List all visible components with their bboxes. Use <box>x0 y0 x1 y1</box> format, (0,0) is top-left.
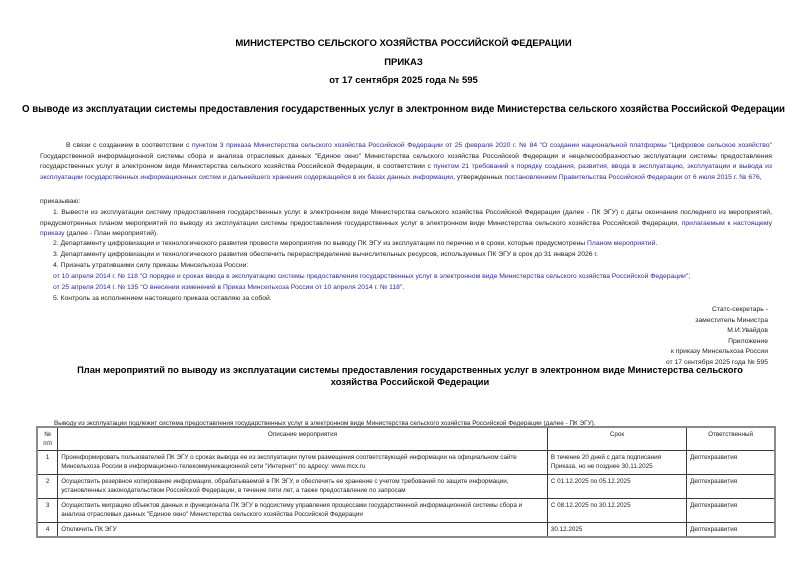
doc-type-heading: ПРИКАЗ <box>384 57 423 68</box>
item-1 <box>40 208 772 240</box>
table-row <box>37 451 775 475</box>
cell-term: С 08.12.2025 по 30.12.2025 <box>547 499 686 523</box>
plan-intro: Выводу из эксплуатации подлежит система предоставления государственных услуг в электронном виде Министерства сельского хозяйства Российской Федерации (далее - ПК ЭГУ). <box>54 420 596 427</box>
cell-responsible: Дептехразвития <box>687 475 775 499</box>
cell-number: 4 <box>37 523 58 538</box>
appendix-date: от 17 сентября 2025 года № 595 <box>665 358 768 366</box>
item-4-link-1-tail: ; <box>688 273 691 280</box>
signer-name: М.И.Увайдов <box>727 327 768 335</box>
item-1-text: 1. Вывести из эксплуатации систему предоставления государственных услуг в электронном виде Министерства сельского хозяйства Российской Федерации (далее - ПК ЭГУ) с даты окончания последнего из мероприятий, предусмотренных планом мероприятий по выводу из эксплуатации системы предоставления государственных услуг в электронном виде Министерства сельского хозяйства Российской Федерации, <box>40 209 772 227</box>
cell-responsible: Дептехразвития <box>687 499 775 523</box>
cell-responsible: Дептехразвития <box>687 451 775 475</box>
table-row <box>37 523 775 538</box>
doc-title: О выводе из эксплуатации системы предоставления государственных услуг в электронном виде Министерства сельского хозяйства Российской Федерации <box>21 104 786 115</box>
cell-term: В течение 20 дней с дата подписания Приказа, но не позднее 30.11.2025 <box>547 451 686 475</box>
item-4-link-2-line <box>53 284 404 291</box>
ministry-heading: МИНИСТЕРСТВО СЕЛЬСКОГО ХОЗЯЙСТВА РОССИЙСКОЙ ФЕДЕРАЦИИ <box>235 38 572 49</box>
cell-number: 3 <box>37 499 58 523</box>
col-header-number: № п/п <box>37 427 58 451</box>
col-header-responsible: Ответственный <box>687 427 775 451</box>
appendix-to: к приказу Минсельхоза России <box>670 348 768 356</box>
signer-position-2: заместитель Министра <box>695 316 768 324</box>
item-4-link-2-tail: . <box>402 284 405 291</box>
link-requirements-p21[interactable]: пунктом 21 требований к порядку создания, развития, ввода в эксплуатацию, эксплуатации и вывода из эксплуатации государственных информационных систем и дальнейшего хранения содержащейся в их базах данных информации <box>40 163 772 182</box>
link-order-135[interactable]: от 25 апреля 2014 г. № 135 "О внесении изменений в Приказ Минсельхоза России от 10 апреля 2014 г. № 118" <box>53 284 403 291</box>
plan-table <box>36 426 776 538</box>
order-word: приказываю: <box>40 198 81 205</box>
item-4-link-1-line <box>53 273 690 280</box>
item-3: 3. Департаменту цифровизации и технологического развития обеспечить перераспределение вычислительных ресурсов, используемых ПК ЭГУ в срок до 31 января 2026 г. <box>53 251 598 258</box>
item-4: 4. Признать утратившими силу приказы Минсельхоза России: <box>53 262 249 269</box>
table-row <box>37 475 775 499</box>
cell-responsible: Дептехразвития <box>687 523 775 538</box>
cell-description: Отключить ПК ЭГУ <box>58 523 548 538</box>
item-2 <box>53 240 657 247</box>
cell-description: Осуществить миграцию объектов данных и функционала ПК ЭГУ в подсистему управления процессами государственной информационной системы сбора и анализа отраслевых данных "Единое окно" Министерства сельского хозяйства Российской Федерации <box>58 499 548 523</box>
preamble-text-3: , утвержденных <box>453 174 505 182</box>
preamble-text-4: , <box>759 174 762 182</box>
cell-term: 30.12.2025 <box>547 523 686 538</box>
table-row <box>37 499 775 523</box>
cell-number: 2 <box>37 475 58 499</box>
item-2-text: 2. Департаменту цифровизации и технологического развития провести мероприятия по выводу ПК ЭГУ из эксплуатации по перечню и в сроки, которые предусмотрены <box>53 240 588 247</box>
signer-position-1: Статс-секретарь - <box>711 306 768 313</box>
cell-description: Проинформировать пользователей ПК ЭГУ о сроках вывода ее из эксплуатации путем размещения соответствующей информации на официальном сайте Минсельхоза России в информационно-телекоммуникационной сети "Интернет" по адресу: www.mcx.ru <box>58 451 548 475</box>
col-header-description: Описание мероприятия <box>58 427 548 451</box>
link-order-118[interactable]: от 10 апреля 2014 г. № 118 "О порядке и сроках ввода в эксплуатацию системы предоставления государственных услуг в электронном виде Министерства сельского хозяйства Российской Федерации" <box>53 273 689 280</box>
preamble-paragraph <box>40 141 772 184</box>
item-5: 5. Контроль за исполнением настоящего приказа оставляю за собой. <box>53 295 272 302</box>
appendix-label: Приложение <box>728 337 768 345</box>
table-header-row <box>37 427 775 451</box>
signature-block <box>568 305 768 369</box>
preamble-text-2: Государственной информационной системы сбора и анализа отраслевых данных "Единое окно" Министерства сельского хозяйства Российской Федерации и нецелесообразностью эксплуатации системы предоставления государственных услуг в электронном виде Министерства сельского хозяйства Российской Федерации, в соответствии с <box>40 152 772 171</box>
cell-term: С 01.12.2025 по 05.12.2025 <box>547 475 686 499</box>
item-2-tail: . <box>655 240 658 247</box>
cell-number: 1 <box>37 451 58 475</box>
link-plan[interactable]: Планом мероприятий <box>587 240 656 247</box>
preamble-text-1: В связи с созданием в соответствии с <box>66 142 192 149</box>
doc-date: от 17 сентября 2025 года № 595 <box>329 75 478 86</box>
link-appendix[interactable]: прилагаемым к настоящему приказу <box>40 219 772 238</box>
link-order-84[interactable]: пунктом 3 приказа Министерства сельского хозяйства Российской Федерации от 25 февраля 2020 г. № 84 "О создании национальной платформы "Цифровое сельское хозяйство" <box>191 142 773 149</box>
plan-title: План мероприятий по выводу из эксплуатации системы предоставления государственных услуг в электронном виде Министерства сельского хозяйства Российской Федерации <box>77 365 743 387</box>
link-resolution-676[interactable]: постановлением Правительства Российской Федерации от 6 июля 2015 г. № 676 <box>504 174 760 182</box>
col-header-term: Срок <box>547 427 686 451</box>
cell-description: Осуществить резервное копирование информации, обрабатываемой в ПК ЭГУ, и обеспечить ее хранение с учетом требований по защите информации, установленных законодательством Российской Федерации, в течение пяти лет, а также предоставление по запросам <box>58 475 548 499</box>
item-1-tail: (далее - План мероприятий). <box>64 230 159 238</box>
